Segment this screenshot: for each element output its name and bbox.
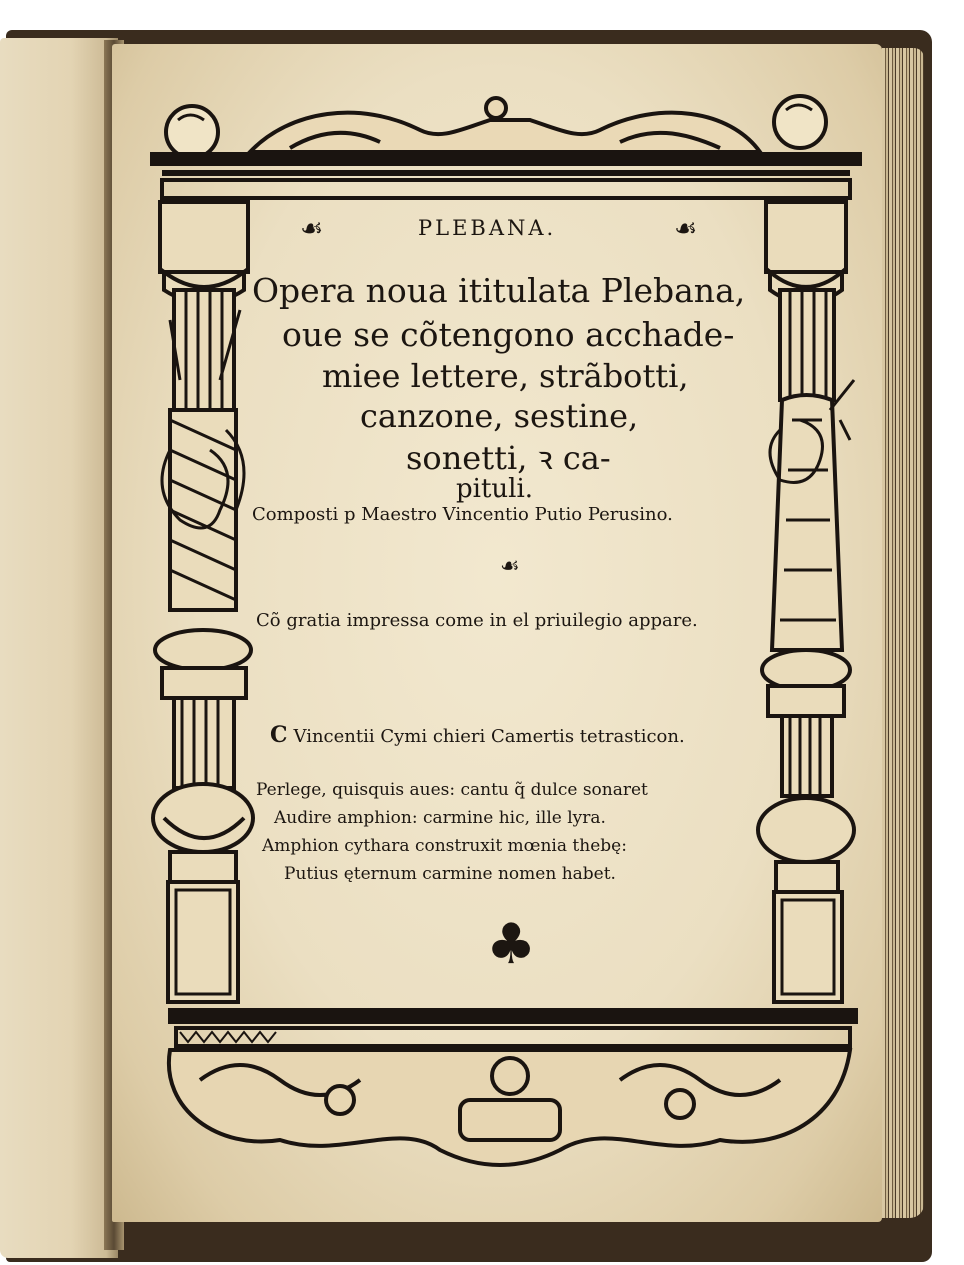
right-column xyxy=(758,202,854,1002)
fleuron-large-icon: ♣ xyxy=(486,912,537,977)
poem-line-1: Perlege, quisquis aues: cantu q̃ dulce sonaret xyxy=(256,780,648,800)
privilege-line: Cõ gratia impressa come in el priuilegio appare. xyxy=(256,610,698,631)
fleuron-right-icon: ☙ xyxy=(674,214,698,244)
author-line: Composti p Maestro Vincentio Putio Perusino. xyxy=(252,504,673,525)
poem-line-4: Putius ęternum carmine nomen habet. xyxy=(284,864,616,884)
fleuron-left-icon: ☙ xyxy=(300,214,324,244)
title-line-6: pituli. xyxy=(456,474,534,504)
woodcut-frame xyxy=(140,90,870,1190)
poem-line-3: Amphion cythara construxit mœnia thebę: xyxy=(262,836,627,856)
title-line-5: sonetti, ꝛ ca- xyxy=(406,439,611,477)
poem-line-2: Audire amphion: carmine hic, ille lyra. xyxy=(274,808,606,828)
title-line-4: canzone, sestine, xyxy=(360,397,639,435)
title-line-3: miee lettere, strãbotti, xyxy=(322,357,689,395)
left-page xyxy=(0,38,118,1258)
fleuron-center-icon: ☙ xyxy=(500,554,520,579)
page-heading: PLEBANA. xyxy=(418,216,557,240)
top-crest xyxy=(250,98,760,152)
bottom-foliage xyxy=(169,1050,850,1165)
tetrastich-heading-text: Vincentii Cymi chieri Camertis tetrasticon. xyxy=(293,726,685,747)
tetrastich-heading xyxy=(270,722,685,748)
pilcrow-icon: C xyxy=(270,722,288,748)
title-line-2: oue se cõtengono acchade- xyxy=(282,315,735,354)
title-line-1: Opera noua ititulata Plebana, xyxy=(252,271,746,310)
